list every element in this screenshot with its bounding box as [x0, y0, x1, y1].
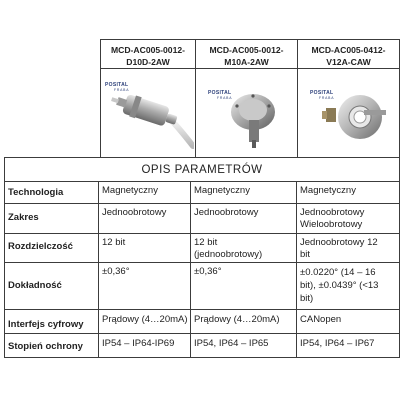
- row-label: Technologia: [8, 187, 64, 198]
- product-code: [196, 44, 297, 68]
- product-code-line: M10A-2AW: [224, 57, 269, 67]
- table-cell: [300, 338, 374, 350]
- row-label: Zakres: [8, 212, 39, 223]
- cell-line: IP54, IP64 – IP67: [300, 338, 375, 349]
- product-code-line: MCD-AC005-0012-: [110, 45, 186, 55]
- product-image-2: [196, 70, 296, 156]
- cell-line: Jednoobrotowy: [102, 207, 167, 218]
- table-cell: [300, 314, 341, 326]
- cell-line: ±0.0220° (14 – 16: [300, 267, 376, 278]
- table-cell: [102, 314, 188, 326]
- table-cell: [102, 237, 125, 249]
- table-cell: [194, 314, 280, 326]
- row-label: Rozdzielczość: [8, 241, 73, 252]
- cell-line: ±0,36°: [194, 266, 222, 277]
- row-label: Interfejs cyfrowy: [8, 319, 84, 330]
- table-border: [4, 203, 400, 204]
- product-code: [298, 44, 399, 68]
- cell-line: Prądowy (4…20mA): [102, 314, 188, 325]
- table-cell: [102, 207, 166, 219]
- product-code-line: MCD-AC005-0412-: [311, 45, 386, 55]
- table-cell: [194, 185, 250, 197]
- product-code-line: MCD-AC005-0012-: [209, 45, 284, 55]
- cell-line: CANopen: [300, 314, 342, 325]
- brand-logo-subtext: FRABA: [217, 96, 233, 100]
- table-cell: [102, 338, 174, 350]
- table-border: [4, 157, 400, 158]
- table-border: [190, 181, 191, 358]
- table-title: OPIS PARAMETRÓW: [141, 164, 263, 176]
- table-cell: [194, 266, 222, 278]
- cell-line: Wieloobrotowy: [300, 219, 363, 230]
- table-cell: [102, 266, 130, 278]
- table-border: [4, 309, 400, 310]
- product-code: [101, 44, 195, 68]
- cell-line: Jednoobrotowy: [194, 207, 259, 218]
- row-label: Dokładność: [8, 280, 62, 291]
- table-cell: [300, 237, 378, 261]
- encoder-flange-icon: [196, 70, 296, 156]
- table-border: [4, 157, 5, 358]
- table-cell: [194, 338, 268, 350]
- product-code-line: V12A-CAW: [326, 57, 371, 67]
- cell-line: Jednoobrotowy: [300, 207, 365, 218]
- cell-line: ±0,36°: [102, 266, 130, 277]
- cell-line: Prądowy (4…20mA): [194, 314, 280, 325]
- cell-line: 12 bit: [102, 237, 126, 248]
- brand-logo-text: POSITAL: [310, 90, 334, 96]
- table-border: [4, 357, 400, 358]
- table-border: [296, 181, 297, 358]
- cell-line: bit): [300, 293, 314, 304]
- product-image-3: [298, 70, 398, 156]
- cell-line: IP54 – IP64-IP69: [102, 338, 175, 349]
- cell-line: Magnetyczny: [102, 185, 158, 196]
- brand-logo-text: POSITAL: [208, 90, 232, 96]
- cell-line: (jednoobrotowy): [194, 249, 263, 260]
- table-cell: [300, 207, 364, 231]
- table-border: [4, 262, 400, 263]
- table-border: [98, 181, 99, 358]
- cell-line: bit: [300, 249, 311, 260]
- table-cell: [300, 266, 378, 305]
- cell-line: 12 bit: [194, 237, 218, 248]
- encoder-hollow-shaft-icon: [298, 70, 398, 156]
- row-label: Stopień ochrony: [8, 341, 83, 352]
- table-border: [4, 181, 400, 182]
- brand-logo-subtext: FRABA: [319, 96, 335, 100]
- cell-line: Jednoobrotowy 12: [300, 237, 378, 248]
- cell-line: bit), ±0.0439° (<13: [300, 280, 379, 291]
- table-cell: [300, 185, 356, 197]
- brand-logo-subtext: FRABA: [114, 88, 130, 92]
- product-code-line: D10D-2AW: [126, 57, 170, 67]
- product-image-1: [101, 70, 194, 156]
- cell-line: Magnetyczny: [194, 185, 250, 196]
- table-cell: [102, 185, 158, 197]
- table-border: [100, 39, 400, 40]
- table-border: [4, 333, 400, 334]
- cell-line: Magnetyczny: [300, 185, 356, 196]
- table-cell: [194, 207, 258, 219]
- table-border: [4, 233, 400, 234]
- table-border: [100, 68, 400, 69]
- brand-logo-text: POSITAL: [105, 82, 129, 88]
- table-cell: [194, 237, 262, 261]
- cell-line: IP54, IP64 – IP65: [194, 338, 269, 349]
